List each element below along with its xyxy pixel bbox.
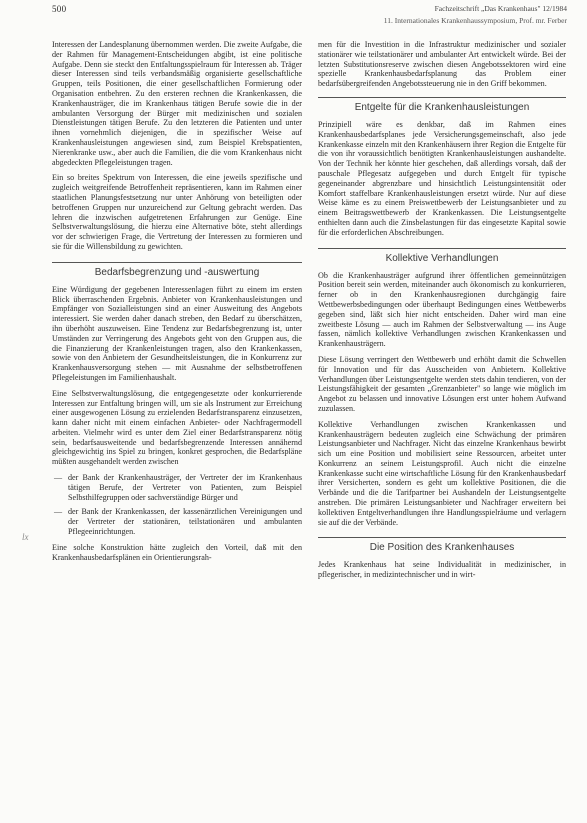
section-heading: Die Position des Krankenhauses — [318, 537, 566, 553]
body-paragraph: Ein so breites Spektrum von Interessen, die eine jeweils spezifische und zugleich weitgreifende Betroffenheit repräsentieren, kann im Rahmen einer staatlichen Planungsfestsetzung nur unter Anhörung von beteiligten oder betroffenen Gruppen nur unzureichend zur Geltung gebracht werden. Das lehren die inzwischen aufgetretenen Erfahrungen zur Genüge. Eine Selbstverwaltungslösung, die hierzu eine Alternative böte, steht allerdings vor der schwierigen Frage, die Vertretung der Interessen zu formieren und sie für die Willensbildung zu gewichten. — [52, 173, 302, 251]
body-paragraph: Eine Selbstverwaltungslösung, die entgegengesetzte oder konkurrierende Interessen zur Entfaltung bringen will, um sie als Instrument zur Erreichung einer ausgewogenen Lösung zu erzielenden Bedarfstransparenz einzusetzen, kann daher nicht mit einem einfachen Anbieter- oder Nachfragermodell arbeiten. Vielmehr wird es unter dem Ziel einer Bedarfstransparenz nötig sein, bedarfsausweitende und bedarfsbegrenzende Interessen annähernd gleichgewichtig ins Spiel zu bringen, konkret gesprochen, die Bedarfspläne müßten ausgehandelt werden zwischen — [52, 388, 302, 467]
running-title: 11. Internationales Krankenhaussymposium, Prof. mr. Ferber — [383, 16, 567, 25]
body-paragraph: Jedes Krankenhaus hat seine Individualität in medizinischer, in pflegerischer, in medizintechnischer und in wirt- — [318, 560, 566, 580]
journal-title: Fachzeitschrift „Das Krankenhaus" 12/1984 — [434, 4, 567, 13]
dash-list — [52, 473, 302, 537]
page-header — [52, 4, 567, 34]
margin-handwritten-mark: lx — [22, 532, 29, 542]
list-item: — der Bank der Krankenkassen, der kassenärztlichen Vereinigungen und der Vertreter der stationären, teilstationären und ambulanten Pflegeeinrichtungen. — [52, 507, 302, 536]
section-heading: Bedarfsbegrenzung und -auswertung — [52, 262, 302, 278]
list-item: — der Bank der Krankenhausträger, der Vertreter der im Krankenhaus tätigen Berufe, der Vertreter von Patienten, zum Beispiel Selbsthilfegruppen oder sachverständige Bürger und — [52, 473, 302, 502]
section-heading: Entgelte für die Krankenhausleistungen — [318, 97, 566, 113]
body-paragraph: Eine solche Konstruktion hätte zugleich den Vorteil, daß mit den Krankenhausbedarfsplänen ein Orientierungsrah- — [52, 542, 302, 562]
body-paragraph: Interessen der Landesplanung übernommen werden. Die zweite Aufgabe, die der Rahmen für Management-Entscheidungen abgibt, ist eine politische Aufgabe. Denn sie steckt den Entfaltungsspielraum für Interessen ab. Träger dieser Interessen sind teils verbandsmäßig organisierte gesellschaftliche Gruppen, teils Positionen, die einer gesellschaftlichen Formierung oder Organisation entbehren. Zu den ersteren rechnen die Krankenkassen, die Krankenhausträger, die im Krankenhaus tätigen Berufe sowie die in der ambulanten Versorgung der Bürger mit medizinischen und sozialen Dienstleistungen tätigen Berufe. Zu den letzteren die Patienten und unter ihnen vornehmlich diejenigen, die in spezifischer Weise auf Krankenhausleistungen angewiesen sind, zum Beispiel Krebspatienten, Nierenkranke usw., aber auch die Familien, die die vom Krankenhaus nicht abgedeckten Pflegeleistungen tragen. — [52, 40, 302, 167]
body-paragraph: men für die Investition in die Infrastruktur medizinischer und sozialer stationärer wie teilstationärer und ambulanter Art entwickelt würde. Bei der letzten Substitutionsreserve zwischen diesen Angebotssektoren wird eine spezielle Krankenhausbedarfsplanung das Problem einer bedarfsübergreifenden Angebotssteuerung nie in den Griff bekommen. — [318, 40, 566, 89]
left-column — [52, 40, 302, 823]
body-paragraph: Eine Würdigung der gegebenen Interessenlagen führt zu einem im ersten Blick überraschenden Ergebnis. Anbieter von Krankenhausleistungen und Empfänger von Sozialleistungen sind an einer Ausweitung des Angebots interessiert. Sie werden daher danach streben, den Bedarf zu überschätzen, ihn überhöht auszuweisen. Eine Tendenz zur Bedarfsbegrenzung ist, unter Umständen zur Verringerung des Angebots geht von den Gruppen aus, die die Finanzierung der Krankenleistungen tragen, also den Krankenkassen, sowie von den Anbietern der Gesundheitsleistungen, die in Konkurrenz zur Krankenhausversorgung stehen — mit Ausnahme der selbstbetroffenen Pflegeleistungen im Familienhaushalt. — [52, 284, 302, 382]
page-number: 500 — [52, 4, 67, 14]
section-heading: Kollektive Verhandlungen — [318, 248, 566, 264]
body-paragraph: Ob die Krankenhausträger aufgrund ihrer öffentlichen gemeinnützigen Position bereit sein werden, miteinander auch ökonomisch zu konkurrieren, ferner ob in den Krankenhausregionen durchgängig faire Wettbewerbsbedingungen oder überhaupt Bedingungen eines Wettbewerbs gegeben sind, läßt sich hier nicht entscheiden. Daher wird man eine zweitbeste Lösung — auch im Rahmen der Selbstverwaltung — ins Auge fassen, nämlich kollektive Verhandlungen zwischen Krankenkassen und Krankenhausträgern. — [318, 270, 566, 349]
body-paragraph: Prinzipiell wäre es denkbar, daß im Rahmen eines Krankenhausbedarfsplanes jede Versicherungsgemeinschaft, also jede Krankenkasse einzeln mit den Krankenhäusern ihrer Region die Entgelte für die von ihr voraussichtlich benötigten Krankenhausleistungen aushandelte. Von der Technik her könnte hier geschehen, daß allerdings vorsah, daß der pauschale Pflegesatz aufgegeben und durch Entgelt für typische gegeneinander abgrenzbare und hinsichtlich Leistungsintensität oder Komfort staffelbare Krankenhausleistungen ersetzt würde. Nur auf diese Weise käme es zu einem Preiswettbewerb der Leistungsanbieter und zu einem Beitragswettbewerb der Krankenkassen. Die Leistungsentgelte enthielten dann auch die Zinsbelastungen für das eingesetzte Kapital sowie für die erforderlichen Abschreibungen. — [318, 119, 566, 237]
body-paragraph: Diese Lösung verringert den Wettbewerb und erhöht damit die Schwellen für Innovation und für das Ausscheiden von Anbietern. Kollektive Verhandlungen über Leistungsentgelte werden stets dahin tendieren, von der Leistungsfähigkeit der gesamten „Grenzanbieter" so lange wie möglich im Angebot zu belassen und innovative Lösungen erst unter hohem Aufwand zuzulassen. — [318, 354, 566, 413]
right-column — [318, 40, 566, 823]
body-paragraph: Kollektive Verhandlungen zwischen Krankenkassen und Krankenhausträgern bedeuten zugleich eine Schwächung der primären Leistungsanbieter und Nachfrager. Nicht das einzelne Krankenhaus bewirbt sich um eine Position und mobilisiert seine Ressourcen, arbeitet unter Konkurrenz an seinem Leistungsprofil. Auch nicht die einzelne Krankenkasse sucht eine wirtschaftliche Lösung für den Krankenhausbedarf ihrer Versicherten, sondern es geht um kollektive Positionen, die die Verbände und die die Tarifpartner bei Aushandeln der Leistungsentgelte anstreben. Die primären Leistungsanbieter und Nachfrager erweitern bei kollektiven Entgeltverhandlungen ihre Handlungsspielräume und verlagern sie auf die der Verbände. — [318, 419, 566, 527]
